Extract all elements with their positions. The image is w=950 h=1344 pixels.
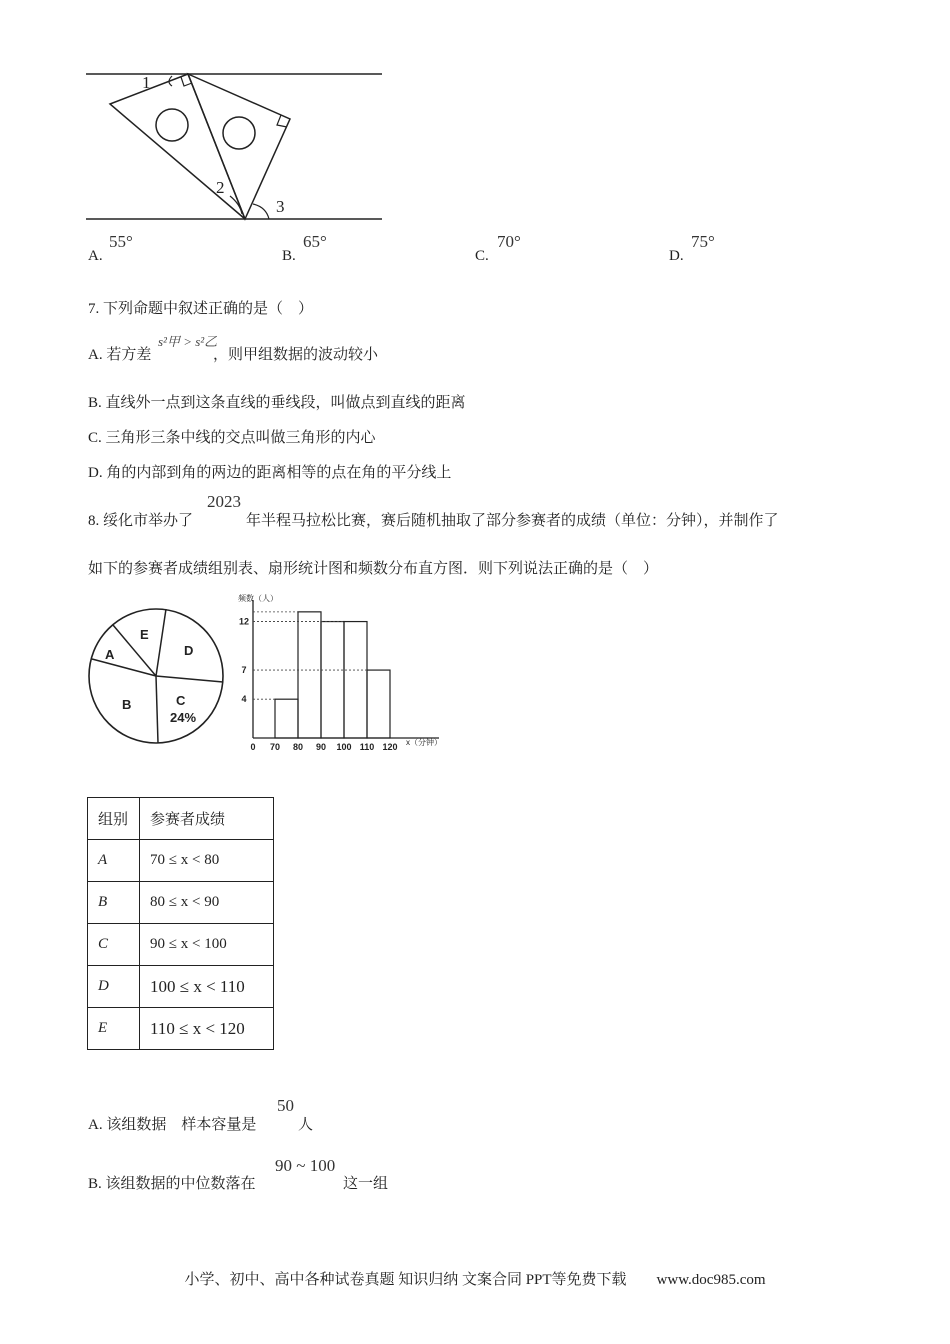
hist-x-tick-80: 80	[292, 742, 304, 752]
table-row	[88, 924, 274, 966]
hist-x-tick-0: 0	[250, 742, 256, 752]
q6-option-a-value: 55°	[109, 232, 133, 251]
table-cell-group: C	[88, 924, 140, 966]
q7-option-b: B. 直线外一点到这条直线的垂线段，叫做点到直线的距离	[88, 395, 466, 411]
q8-option-a-value: 50	[277, 1096, 294, 1115]
table-row	[88, 840, 274, 882]
table-cell-range: 100 ≤ x < 110	[140, 966, 274, 1008]
hist-y-tick-4: 4	[241, 694, 247, 705]
table-row	[88, 882, 274, 924]
table-row	[88, 966, 274, 1008]
hist-bar-90-100	[321, 622, 344, 738]
left-triangle-hole	[156, 109, 188, 141]
table-header-score: 参赛者成绩	[140, 798, 274, 840]
hist-ylabel: 频数（人）	[238, 594, 278, 603]
group-table	[87, 797, 274, 1050]
hist-x-tick-90: 90	[315, 742, 327, 752]
hist-y-tick-12: 12	[238, 616, 250, 627]
q6-option-d-letter: D.	[669, 248, 684, 264]
q6-option-a-letter: A.	[88, 248, 103, 264]
hist-x-tick-120: 120	[382, 742, 398, 752]
q8-stem-line2: 如下的参赛者成绩组别表、扇形统计图和频数分布直方图．则下列说法正确的是（ ）	[88, 561, 659, 577]
pie-chart	[86, 607, 226, 747]
q8-option-a-suffix: 人	[298, 1117, 314, 1133]
hist-bar-110-120	[367, 670, 390, 738]
q8-option-a-prefix: A. 该组数据 样本容量是	[88, 1117, 257, 1133]
q7-option-a-suffix: ，则甲组数据的波动较小	[213, 347, 379, 363]
q7-option-a-prefix: A. 若方差	[88, 347, 152, 363]
pie-label-a: A	[105, 647, 115, 662]
q8-year: 2023	[207, 492, 241, 511]
frequency-histogram	[236, 592, 446, 762]
hist-bar-80-90	[298, 612, 321, 738]
table-cell-range: 90 ≤ x < 100	[140, 924, 274, 966]
angle-1-label: 1	[142, 73, 151, 92]
table-cell-range: 70 ≤ x < 80	[140, 840, 274, 882]
pie-label-c-percent: 24%	[170, 710, 197, 725]
table-cell-group: A	[88, 840, 140, 882]
right-triangle-hole	[223, 117, 255, 149]
angle-2-label: 2	[216, 178, 225, 197]
q7-option-c: C. 三角形三条中线的交点叫做三角形的内心	[88, 430, 376, 446]
table-cell-group: E	[88, 1008, 140, 1050]
q8-option-b-prefix: B. 该组数据的中位数落在	[88, 1176, 256, 1192]
table-cell-group: B	[88, 882, 140, 924]
angle-3-label: 3	[276, 197, 285, 216]
q6-option-d-value: 75°	[691, 232, 715, 251]
table-cell-group: D	[88, 966, 140, 1008]
table-header-row	[88, 798, 274, 840]
q6-option-b-value: 65°	[303, 232, 327, 251]
q8-option-b-value: 90 ~ 100	[275, 1156, 336, 1175]
right-triangle	[188, 74, 290, 219]
left-triangle	[110, 74, 245, 219]
hist-x-tick-70: 70	[269, 742, 281, 752]
table-header-group: 组别	[88, 798, 140, 840]
q8-stem-prefix: 8. 绥化市举办了	[88, 513, 194, 529]
table-cell-range: 80 ≤ x < 90	[140, 882, 274, 924]
pie-label-e: E	[140, 627, 149, 642]
pie-label-d: D	[184, 643, 194, 658]
pie-label-b: B	[122, 697, 132, 712]
hist-xlabel: x（分钟）	[406, 738, 442, 747]
hist-bar-70-80	[275, 699, 298, 738]
q6-option-b-letter: B.	[282, 248, 296, 264]
hist-x-tick-100: 100	[336, 742, 352, 752]
q7-option-d: D. 角的内部到角的两边的距离相等的点在角的平分线上	[88, 465, 452, 481]
q7-stem: 7. 下列命题中叙述正确的是（ ）	[88, 301, 314, 317]
page-footer: 小学、初中、高中各种试卷真题 知识归纳 文案合同 PPT等免费下载 www.doc985.com	[184, 1272, 766, 1288]
q8-option-b-suffix: 这一组	[343, 1176, 389, 1192]
q8-stem-suffix: 年半程马拉松比赛，赛后随机抽取了部分参赛者的成绩（单位：分钟），并制作了	[246, 513, 779, 529]
table-cell-range: 110 ≤ x < 120	[140, 1008, 274, 1050]
pie-label-c: C	[176, 693, 186, 708]
hist-y-tick-7: 7	[241, 665, 247, 676]
q7-option-a-formula: s²甲 > s²乙	[158, 334, 218, 349]
hist-x-tick-110: 110	[359, 742, 375, 752]
q6-option-c-letter: C.	[475, 248, 489, 264]
triangle-ruler-figure	[80, 64, 390, 229]
table-row	[88, 1008, 274, 1050]
q6-option-c-value: 70°	[497, 232, 521, 251]
hist-bar-100-110	[344, 622, 367, 738]
